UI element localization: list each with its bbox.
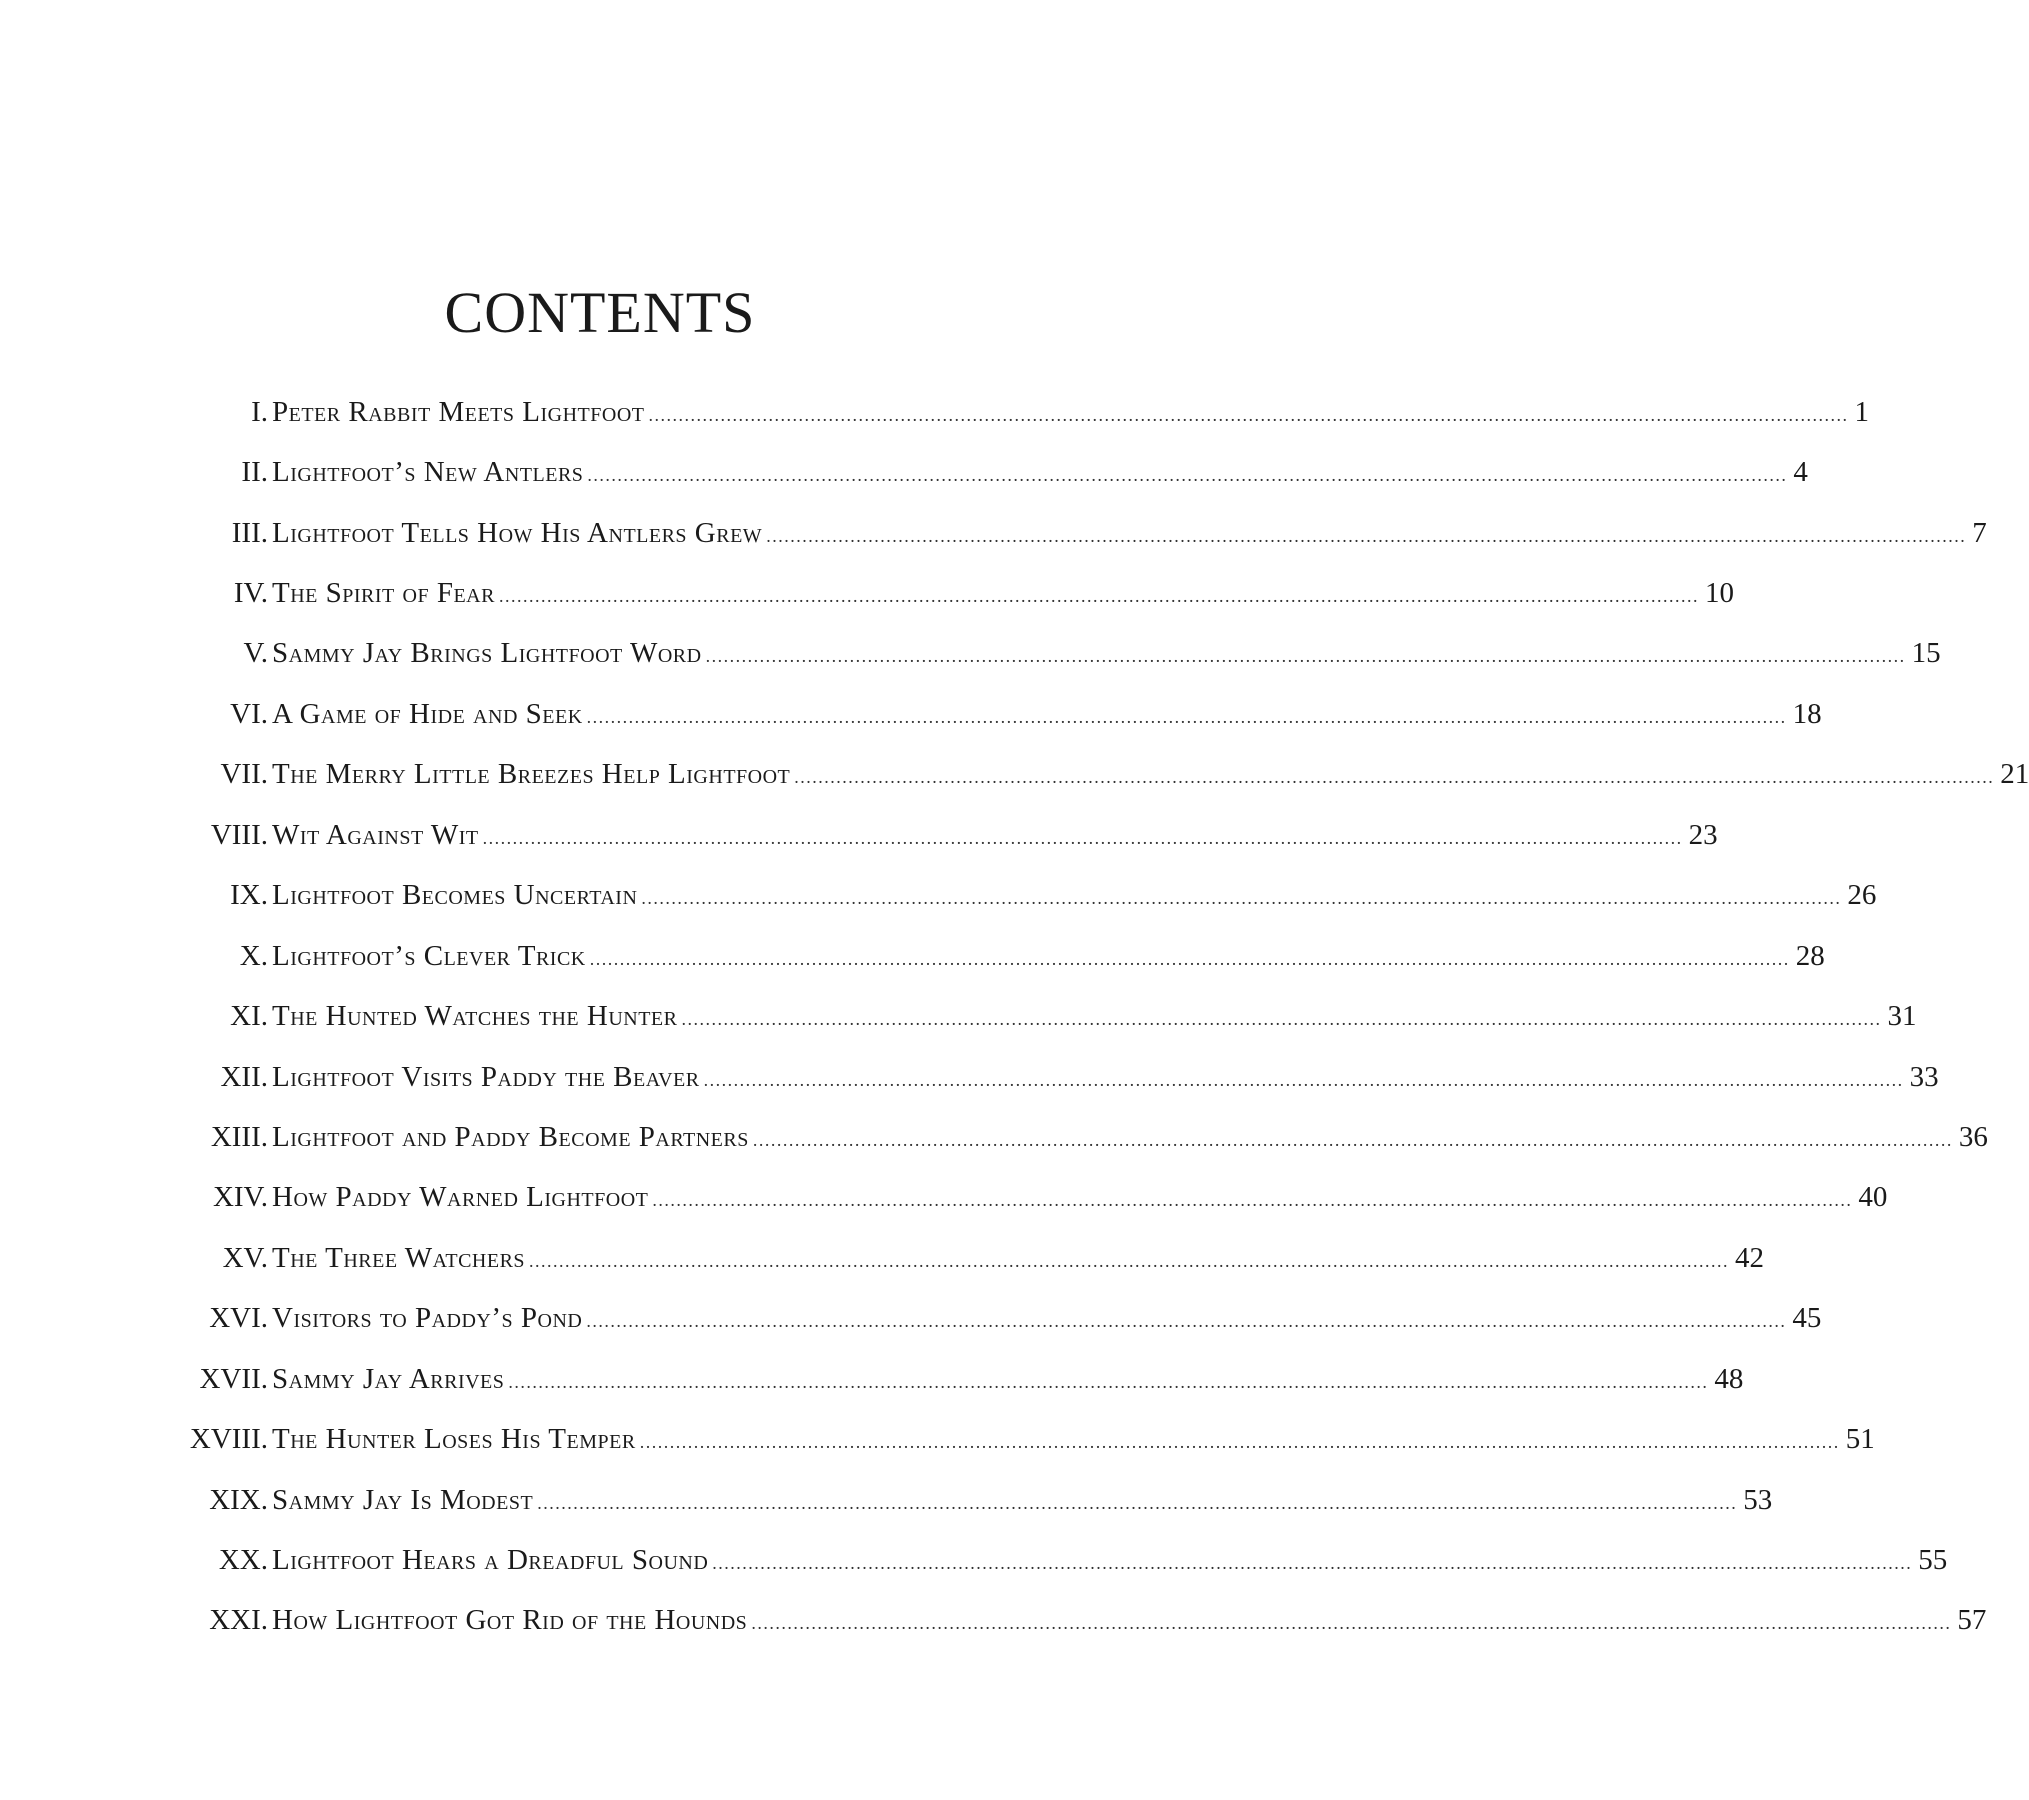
table-of-contents <box>0 382 2029 1651</box>
page-number: 53 <box>1743 1483 1773 1516</box>
page-number: 57 <box>1957 1604 1987 1637</box>
chapter-title: Lightfoot Tells How His Antlers Grew <box>272 516 763 549</box>
chapter-numeral: XIV. <box>212 1181 268 1214</box>
page-number: 26 <box>1847 879 1877 912</box>
chapter-numeral: VI. <box>230 697 268 730</box>
dot-leader: ........................................................................................................................................................................................................ <box>537 1492 1738 1513</box>
toc-entry-line <box>272 1181 1888 1214</box>
chapter-numeral: IV. <box>233 577 268 610</box>
chapter-title: Lightfoot and Paddy Become Partners <box>272 1120 749 1153</box>
toc-entry <box>0 624 1941 684</box>
toc-entry <box>0 986 1917 1046</box>
toc-entry-line <box>272 1241 1765 1274</box>
toc-entry-line <box>272 1302 1822 1335</box>
page-number: 7 <box>1972 516 1987 549</box>
page-number: 40 <box>1858 1181 1888 1214</box>
chapter-numeral: XVIII. <box>189 1423 268 1456</box>
toc-entry-line <box>272 697 1822 730</box>
chapter-numeral: VIII. <box>210 818 268 851</box>
toc-entry-line <box>272 1120 1988 1153</box>
toc-entry-line <box>272 1362 1744 1395</box>
toc-entry <box>0 1228 1765 1288</box>
toc-entry <box>0 442 1808 502</box>
dot-leader: ........................................................................................................................................................................................................ <box>705 646 1906 667</box>
toc-entry-line <box>272 939 1825 972</box>
chapter-title: Lightfoot Visits Paddy the Beaver <box>272 1060 700 1093</box>
chapter-title: Lightfoot Becomes Uncertain <box>272 879 638 912</box>
dot-leader: ........................................................................................................................................................................................................ <box>652 1190 1853 1211</box>
chapter-numeral: VII. <box>220 758 268 791</box>
page-number: 4 <box>1793 456 1808 489</box>
chapter-title: How Lightfoot Got Rid of the Hounds <box>272 1604 748 1637</box>
toc-entry-line <box>272 758 2029 791</box>
chapter-numeral: I. <box>251 395 268 428</box>
page-number: 31 <box>1887 1000 1917 1033</box>
dot-leader: ........................................................................................................................................................................................................ <box>641 888 1842 909</box>
dot-leader: ........................................................................................................................................................................................................ <box>482 827 1683 848</box>
toc-entry-line <box>272 1604 1987 1637</box>
chapter-title: The Spirit of Fear <box>272 577 495 610</box>
toc-entry-line <box>272 577 1734 610</box>
dot-leader: ........................................................................................................................................................................................................ <box>751 1613 1952 1634</box>
toc-entry-line <box>272 395 1869 428</box>
dot-leader: ........................................................................................................................................................................................................ <box>508 1371 1709 1392</box>
page-number: 23 <box>1688 818 1718 851</box>
dot-leader: ........................................................................................................................................................................................................ <box>712 1553 1913 1574</box>
page-number: 45 <box>1792 1302 1822 1335</box>
toc-entry <box>0 1107 1988 1167</box>
contents-heading: CONTENTS <box>444 280 756 345</box>
toc-entry-line <box>272 456 1808 489</box>
chapter-numeral: V. <box>243 637 268 670</box>
page-number: 36 <box>1958 1120 1988 1153</box>
toc-entry-line <box>272 818 1718 851</box>
chapter-title: Sammy Jay Arrives <box>272 1362 505 1395</box>
chapter-title: The Hunted Watches the Hunter <box>272 1000 678 1033</box>
toc-entry-line <box>272 1544 1948 1577</box>
dot-leader: ........................................................................................................................................................................................................ <box>586 706 1787 727</box>
toc-entry-line <box>272 879 1877 912</box>
chapter-title: Visitors to Paddy’s Pond <box>272 1302 583 1335</box>
chapter-numeral: XXI. <box>209 1604 268 1637</box>
toc-entry <box>0 382 1869 442</box>
page-number: 28 <box>1795 939 1825 972</box>
chapter-title: The Hunter Loses His Temper <box>272 1423 636 1456</box>
toc-entry-line <box>272 1000 1917 1033</box>
chapter-title: How Paddy Warned Lightfoot <box>272 1181 649 1214</box>
chapter-numeral: XII. <box>220 1060 268 1093</box>
chapter-title: The Merry Little Breezes Help Lightfoot <box>272 758 791 791</box>
page-number: 51 <box>1845 1423 1875 1456</box>
toc-entry <box>0 1168 1888 1228</box>
toc-entry <box>0 1289 1822 1349</box>
dot-leader: ........................................................................................................................................................................................................ <box>752 1129 1953 1150</box>
page-number: 42 <box>1735 1241 1765 1274</box>
chapter-title: Sammy Jay Is Modest <box>272 1483 534 1516</box>
chapter-numeral: II. <box>241 456 268 489</box>
dot-leader: ........................................................................................................................................................................................................ <box>703 1069 1904 1090</box>
dot-leader: ........................................................................................................................................................................................................ <box>498 586 1699 607</box>
toc-entry <box>0 805 1718 865</box>
toc-entry <box>0 926 1825 986</box>
page-number: 48 <box>1714 1362 1744 1395</box>
chapter-title: Lightfoot Hears a Dreadful Sound <box>272 1544 709 1577</box>
chapter-title: A Game of Hide and Seek <box>272 697 583 730</box>
toc-entry-line <box>272 1483 1773 1516</box>
toc-entry <box>0 684 1822 744</box>
dot-leader: ........................................................................................................................................................................................................ <box>639 1432 1840 1453</box>
chapter-numeral: XV. <box>222 1241 268 1274</box>
toc-entry-line <box>272 1060 1939 1093</box>
toc-entry <box>0 1047 1939 1107</box>
toc-entry <box>0 563 1734 623</box>
toc-entry <box>0 503 1987 563</box>
dot-leader: ........................................................................................................................................................................................................ <box>589 948 1790 969</box>
chapter-numeral: XIX. <box>209 1483 268 1516</box>
dot-leader: ........................................................................................................................................................................................................ <box>586 1311 1787 1332</box>
chapter-numeral: XX. <box>218 1544 268 1577</box>
chapter-numeral: XVI. <box>209 1302 268 1335</box>
dot-leader: ........................................................................................................................................................................................................ <box>794 767 1995 788</box>
chapter-numeral: XVII. <box>199 1362 268 1395</box>
toc-entry-line <box>272 637 1941 670</box>
page-number: 21 <box>2000 758 2029 791</box>
toc-entry <box>0 745 2029 805</box>
chapter-title: The Three Watchers <box>272 1241 526 1274</box>
page-number: 18 <box>1792 697 1822 730</box>
chapter-title: Sammy Jay Brings Lightfoot Word <box>272 637 702 670</box>
dot-leader: ........................................................................................................................................................................................................ <box>681 1009 1882 1030</box>
chapter-numeral: XI. <box>230 1000 268 1033</box>
toc-entry <box>0 1409 1875 1469</box>
chapter-numeral: X. <box>239 939 268 972</box>
page-number: 10 <box>1704 577 1734 610</box>
chapter-title: Peter Rabbit Meets Lightfoot <box>272 395 645 428</box>
toc-entry <box>0 1470 1773 1530</box>
toc-entry-line <box>272 1423 1875 1456</box>
toc-entry <box>0 1591 1987 1651</box>
page-number: 15 <box>1911 637 1941 670</box>
chapter-title: Lightfoot’s New Antlers <box>272 456 584 489</box>
chapter-title: Lightfoot’s Clever Trick <box>272 939 586 972</box>
chapter-title: Wit Against Wit <box>272 818 479 851</box>
toc-entry <box>0 1530 1948 1590</box>
page-number: 55 <box>1918 1544 1948 1577</box>
dot-leader: ........................................................................................................................................................................................................ <box>587 465 1788 486</box>
toc-entry-line <box>272 516 1987 549</box>
page-number: 33 <box>1909 1060 1939 1093</box>
chapter-numeral: IX. <box>230 879 268 912</box>
toc-entry <box>0 1349 1744 1409</box>
toc-entry <box>0 866 1877 926</box>
dot-leader: ........................................................................................................................................................................................................ <box>766 525 1967 546</box>
chapter-numeral: XIII. <box>210 1120 268 1153</box>
page-number: 1 <box>1854 395 1869 428</box>
chapter-numeral: III. <box>231 516 268 549</box>
dot-leader: ........................................................................................................................................................................................................ <box>529 1250 1730 1271</box>
dot-leader: ........................................................................................................................................................................................................ <box>648 404 1849 425</box>
